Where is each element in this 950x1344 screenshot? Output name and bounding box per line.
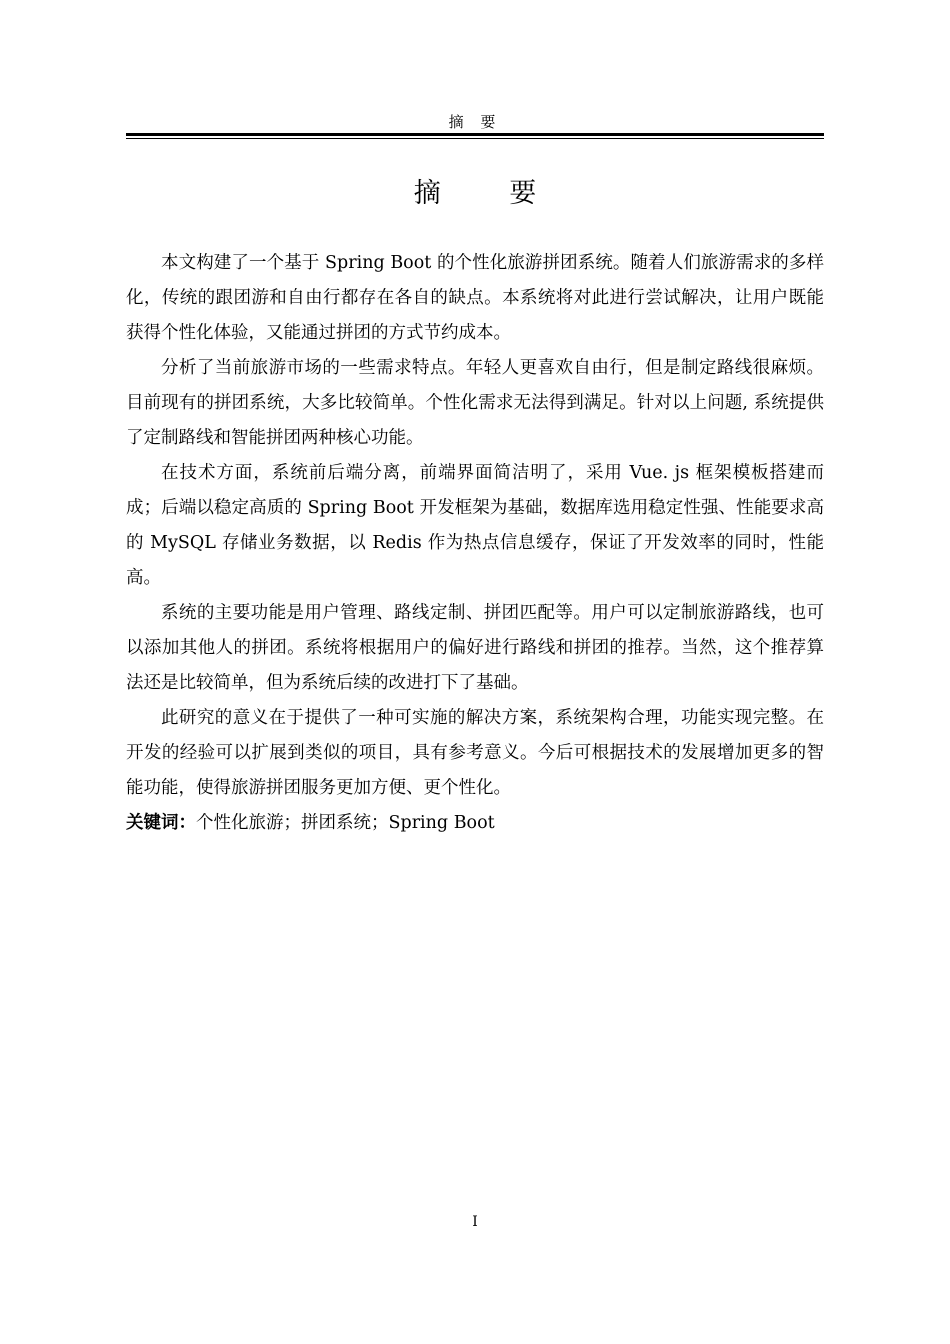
abstract-paragraph-5: 此研究的意义在于提供了一种可实施的解决方案，系统架构合理，功能实现完整。在开发的经验可以扩展到类似的项目，具有参考意义。今后可根据技术的发展增加更多的智能功能，使得旅游拼团服务更加方便、更个性化。 <box>126 708 824 798</box>
running-header: 摘 要 <box>448 113 502 131</box>
keywords-value: 个性化旅游；拼团系统；Spring Boot <box>196 813 495 833</box>
abstract-paragraph-4: 系统的主要功能是用户管理、路线定制、拼团匹配等。用户可以定制旅游路线，也可以添加其他人的拼团。系统将根据用户的偏好进行路线和拼团的推荐。当然，这个推荐算法还是比较简单，但为系统后续的改进打下了基础。 <box>126 603 824 693</box>
abstract-body <box>126 246 824 841</box>
keywords-label: 关键词： <box>126 813 196 833</box>
abstract-paragraph-3: 在技术方面，系统前后端分离，前端界面简洁明了，采用 Vue. js 框架模板搭建而成；后端以稳定高质的 Spring Boot 开发框架为基础，数据库选用稳定性强、性能要求高的 MySQL 存储业务数据，以 Redis 作为热点信息缓存，保证了开发效率的同时，性能高。 <box>126 463 824 588</box>
keywords-line <box>126 806 824 841</box>
header-rule <box>126 133 824 136</box>
page-number: I <box>472 1214 478 1230</box>
abstract-paragraph-1: 本文构建了一个基于 Spring Boot 的个性化旅游拼团系统。随着人们旅游需求的多样化，传统的跟团游和自由行都存在各自的缺点。本系统将对此进行尝试解决，让用户既能获得个性化体验，又能通过拼团的方式节约成本。 <box>126 253 824 343</box>
abstract-paragraph-2: 分析了当前旅游市场的一些需求特点。年轻人更喜欢自由行，但是制定路线很麻烦。目前现有的拼团系统，大多比较简单。个性化需求无法得到满足。针对以上问题, 系统提供了定制路线和智能拼团两种核心功能。 <box>126 358 824 448</box>
header-rule-thin <box>126 138 824 139</box>
page-title: 摘 要 <box>413 178 567 209</box>
